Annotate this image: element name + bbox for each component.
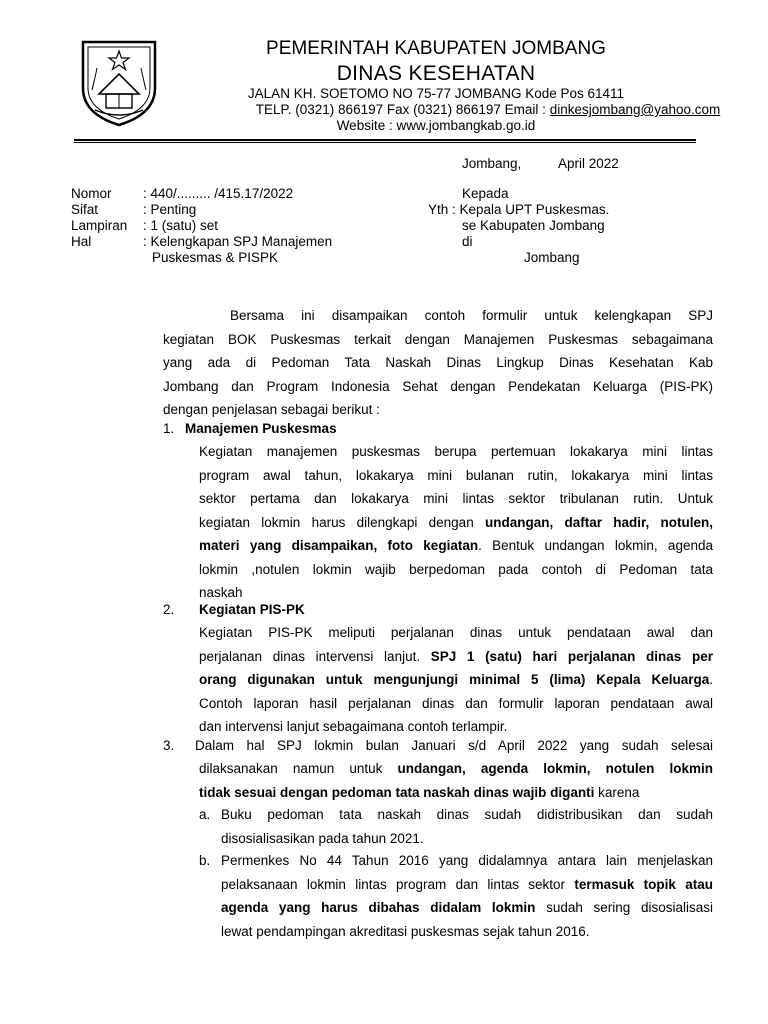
item1-line: kegiatan lokmin harus dilengkapi dengan undangan, daftar hadir, notulen, [199, 514, 713, 530]
item2-line: dan intervensi lanjut sebagaimana contoh terlampir. [199, 719, 508, 734]
intro-line: yang ada di Pedoman Tata Naskah Dinas Lingkup Dinas Kesehatan Kab [163, 355, 713, 370]
item2-line: perjalanan dinas intervensi lanjut. SPJ 1 (satu) hari perjalanan dinas per [199, 648, 713, 664]
item2-line: Contoh laporan hasil perjalanan dinas dan formulir laporan pendataan awal [199, 695, 713, 711]
letterhead-contact [0, 102, 768, 117]
phone-fax-text: TELP. (0321) 866197 Fax (0321) 866197 Email : [255, 102, 550, 117]
letterhead-rule-thin [74, 142, 696, 143]
letter-date: April 2022 [558, 156, 619, 171]
meta-value-hal-cont: Puskesmas & PISPK [152, 250, 279, 265]
item2-number: 2. [163, 602, 175, 617]
item1-line: sektor pertama dan lokakarya mini lintas sektor tribulanan rutin. Untuk [199, 491, 713, 506]
meta-label-lampiran: Lampiran [71, 218, 128, 233]
letterhead-rule-thick [74, 139, 696, 141]
item3-sub-a-line: disosialisasikan pada tahun 2021. [221, 830, 424, 846]
item3-body [199, 757, 713, 804]
letter-place: Jombang, [462, 156, 522, 171]
item1-title: Manajemen Puskesmas [185, 421, 337, 436]
item3-sub-b-line: pelaksanaan lokmin lintas program dan lintas sektor termasuk topik atau [221, 876, 713, 892]
meta-value-hal: : Kelengkapan SPJ Manajemen [143, 234, 333, 249]
recipient-city: Jombang [524, 250, 580, 265]
item2-line: Kegiatan PIS-PK meliputi perjalanan dinas untuk pendataan awal dan [199, 625, 713, 640]
intro-paragraph [163, 304, 713, 422]
item2-line: orang digunakan untuk mengunjungi minimal 5 (lima) Kepala Keluarga. [199, 672, 713, 687]
item2-body [199, 621, 713, 739]
item3-sub-a-label: a. [199, 807, 211, 822]
letterhead-government-name: PEMERINTAH KABUPATEN JOMBANG [266, 38, 606, 59]
item3-number: 3. [163, 738, 175, 753]
letterhead-address: JALAN KH. SOETOMO NO 75-77 JOMBANG Kode Pos 61411 [247, 86, 625, 101]
email-link[interactable]: dinkesjombang@yahoo.com [549, 102, 721, 117]
intro-line: kegiatan BOK Puskesmas terkait dengan Manajemen Puskesmas sebagaimana [163, 331, 713, 347]
intro-line: Bersama ini disampaikan contoh formulir untuk kelengkapan SPJ [230, 308, 713, 323]
item3-sub-a [221, 803, 713, 850]
meta-label-nomor: Nomor [71, 186, 112, 201]
letterhead-website: Website : www.jombangkab.go.id [336, 118, 536, 133]
recipient-di: di [462, 234, 473, 249]
item3-line: tidak sesuai dengan pedoman tata naskah dinas wajib diganti karena [199, 784, 640, 800]
item1-number: 1. [163, 421, 175, 436]
meta-label-sifat: Sifat [71, 202, 99, 217]
item3-sub-b-line: lewat pendampingan akreditasi puskesmas sejak tahun 2016. [221, 923, 590, 939]
recipient-yth: Yth : Kepala UPT Puskesmas. [428, 202, 610, 217]
item3-sub-b-line: agenda yang harus dibahas didalam lokmin sudah sering disosialisasi [221, 900, 713, 915]
item3-line: Dalam hal SPJ lokmin bulan Januari s/d April 2022 yang sudah selesai [195, 738, 713, 753]
item1-body [199, 440, 713, 605]
intro-line: dengan penjelasan sebagai berikut : [163, 402, 380, 417]
meta-value-nomor: : 440/......... /415.17/2022 [143, 186, 294, 201]
item1-line: Kegiatan manajemen puskesmas berupa pertemuan lokakarya mini lintas [199, 444, 713, 459]
intro-line: Jombang dan Program Indonesia Sehat dengan Pendekatan Keluarga (PIS-PK) [163, 378, 713, 394]
item1-line: lokmin ,notulen lokmin wajib berpedoman pada contoh di Pedoman tata [199, 561, 713, 577]
letterhead-agency-name: DINAS KESEHATAN [336, 62, 536, 85]
item3-sub-b-line: Permenkes No 44 Tahun 2016 yang didalamnya antara lain menjelaskan [221, 853, 713, 868]
item3-sub-a-line: Buku pedoman tata naskah dinas sudah didistribusikan dan sudah [221, 807, 713, 822]
item3-sub-b-label: b. [199, 853, 211, 868]
meta-value-sifat: : Penting [143, 202, 197, 217]
meta-label-hal: Hal [71, 234, 92, 249]
recipient-se: se Kabupaten Jombang [462, 218, 605, 233]
meta-value-lampiran: : 1 (satu) set [143, 218, 219, 233]
item3-line: dilaksanakan namun untuk undangan, agenda lokmin, notulen lokmin [199, 761, 713, 776]
item3-sub-b [221, 849, 713, 943]
item2-title: Kegiatan PIS-PK [199, 602, 305, 617]
recipient-kepada: Kepada [462, 186, 509, 201]
item1-line: materi yang disampaikan, foto kegiatan. Bentuk undangan lokmin, agenda [199, 538, 713, 553]
item1-line: naskah [199, 585, 243, 600]
item1-line: program awal tahun, lokakarya mini bulanan rutin, lokakarya mini lintas [199, 467, 713, 483]
